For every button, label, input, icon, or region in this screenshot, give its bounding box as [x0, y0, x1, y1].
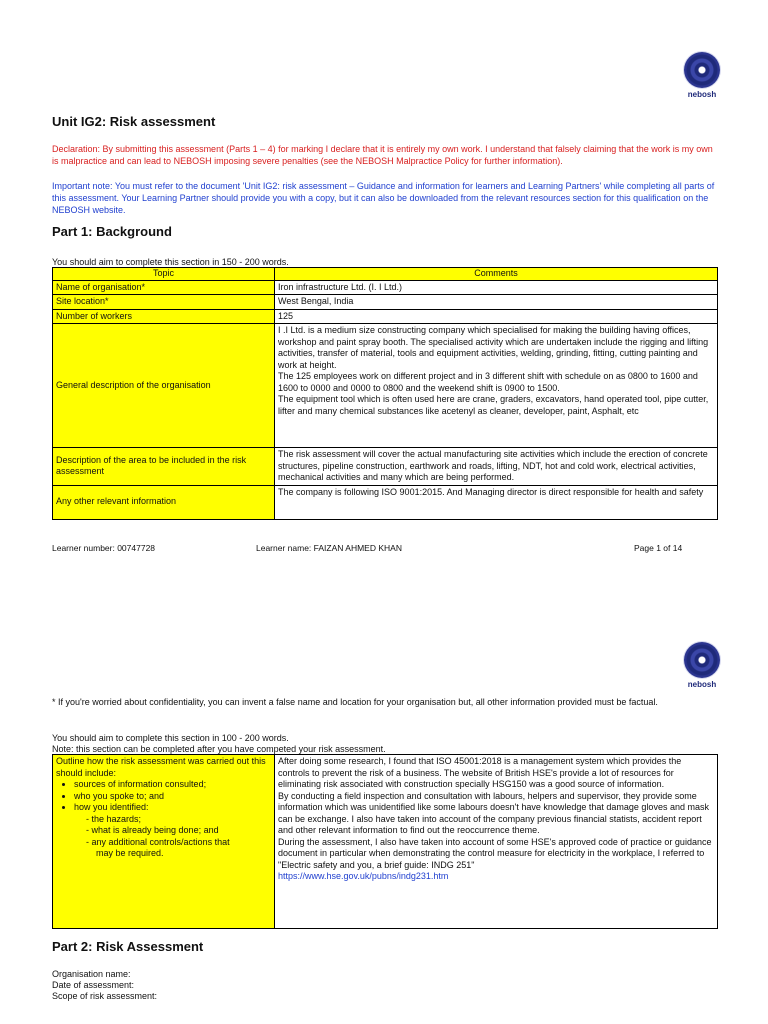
topic-cell: General description of the organisation — [53, 324, 275, 448]
comment-cell: West Bengal, India — [275, 295, 718, 310]
answer-paragraph: By conducting a field inspection and consultation with labours, helpers and supervisor, they provide some information which was unidentified like some labours doesn't have knowledge that damage gloves and mask can be exchange. I also have taken into account of the company previous financial statists, accident report and other relevant information to find out the reoccurrence theme. — [278, 790, 709, 835]
nebosh-logo — [680, 642, 724, 689]
nebosh-wordmark: nebosh — [687, 90, 717, 99]
comment-cell: 125 — [275, 309, 718, 324]
header-comments: Comments — [275, 268, 718, 281]
sub-item: - what is already being done; and — [86, 825, 219, 835]
field-organisation-name: Organisation name: — [52, 969, 131, 979]
list-item: • who you spoke to; and — [74, 791, 271, 803]
background-table — [52, 267, 718, 520]
topic-cell: Site location* — [53, 295, 275, 310]
important-note: Important note: You must refer to the document 'Unit IG2: risk assessment – Guidance and information for learners and Learning Partners' while completing all parts of this assessment. Your Learning Partner should provide you with a copy, but it can also be downloaded from the relevant resources section for this qualification on the NEBOSH website. — [52, 181, 715, 215]
outline-list — [56, 779, 271, 814]
table-row — [53, 280, 718, 295]
declaration-text: Declaration: By submitting this assessment (Parts 1 – 4) for marking I declare that it is entirely my own work. I understand that falsely claiming that the work is my own is malpractice and can lead to NEBOSH imposing severe penalties (see the NEBOSH Malpractice Policy for further information). — [52, 144, 713, 166]
part2-heading: Part 2: Risk Assessment — [52, 939, 204, 954]
table-row — [53, 324, 718, 448]
topic-cell: Description of the area to be included in the risk assessment — [53, 448, 275, 486]
topic-cell: Any other relevant information — [53, 485, 275, 519]
part1-instruction: You should aim to complete this section in 150 - 200 words. — [52, 257, 289, 267]
table-row — [53, 755, 718, 929]
table-row — [53, 485, 718, 519]
table-row — [53, 448, 718, 486]
topic-cell: Name of organisation* — [53, 280, 275, 295]
learner-number: Learner number: 00747728 — [52, 543, 156, 553]
comment-cell: Iron infrastructure Ltd. (I. I Ltd.) — [275, 280, 718, 295]
nebosh-emblem-icon — [684, 642, 720, 678]
part-note: Note: this section can be completed after you have competed your risk assessment. — [52, 744, 386, 754]
outline-label: Outline how the risk assessment was carried out this should include: — [56, 756, 266, 778]
page-title: Unit IG2: Risk assessment — [52, 114, 216, 129]
comment-paragraph: The equipment tool which is often used here are crane, graders, excavators, hand operated tool, pipe cutter, lifter and many chemical substances like acetenyl as cleaner, developer, paint, Asphalt, etc — [278, 394, 709, 416]
table-header-row — [53, 268, 718, 281]
learner-name: Learner name: FAIZAN AHMED KHAN — [256, 543, 402, 553]
answer-paragraph: After doing some research, I found that ISO 45001:2018 is a management system which provides the controls to prevent the risk of a business. The website of British HSE's provide a lot of resources for eliminating risk associated with construction specially HSG150 was a good source of information. — [278, 756, 682, 789]
part1-heading: Part 1: Background — [52, 224, 172, 239]
comment-paragraph: The 125 employees work on different project and in 3 different shift with schedule on as 0800 to 1600 and 1600 to 0000 and 0000 to 0800 and the weekend shift is 0900 to 1500. — [278, 371, 698, 393]
part-instruction: You should aim to complete this section in 100 - 200 words. — [52, 733, 289, 743]
reference-link[interactable]: https://www.hse.gov.uk/pubns/indg231.htm — [278, 871, 449, 881]
nebosh-logo — [680, 52, 724, 99]
list-item: • how you identified: — [74, 802, 271, 814]
page-number: Page 1 of 14 — [634, 543, 683, 553]
table-row — [53, 309, 718, 324]
comment-paragraph: I .I Ltd. is a medium size constructing company which specialised for making the building having offices, workshop and paint spray booth. The specialised activity which are undertaken include the rigging and lifting activities, transfer of material, tools and equipment activities, welding, grinding, fitting, cutting painting and work at height. — [278, 325, 709, 370]
nebosh-emblem-icon — [684, 52, 720, 88]
topic-cell: Number of workers — [53, 309, 275, 324]
method-table — [52, 754, 718, 929]
header-topic: Topic — [53, 268, 275, 281]
answer-paragraph: During the assessment, I also have taken into account of some HSE's approved code of practice or guidance document in particular when demonstrating the control measure for electricity in the workplace, I referred to "Electric safety and you, a brief guide: INDG 251" — [278, 836, 712, 870]
field-scope: Scope of risk assessment: — [52, 991, 158, 1001]
nebosh-wordmark: nebosh — [687, 680, 717, 689]
comment-cell — [275, 324, 718, 448]
answer-cell — [275, 755, 718, 929]
table-row — [53, 295, 718, 310]
sub-item: - any additional controls/actions that — [86, 836, 230, 847]
confidentiality-note: * If you're worried about confidentiality, you can invent a false name and location for your organisation but, all other information provided must be factual. — [52, 697, 658, 707]
comment-cell: The company is following ISO 9001:2015. And Managing director is direct responsible for health and safety — [275, 485, 718, 519]
comment-cell: The risk assessment will cover the actual manufacturing site activities which include the erection of concrete structures, pipeline construction, earthwork and roads, lifting, NDT, hot and cold work, electrical activities, mechanical activities and many which are being performed. — [275, 448, 718, 486]
sub-item: may be required. — [96, 848, 164, 858]
sub-item: - the hazards; — [86, 813, 142, 824]
outline-cell — [53, 755, 275, 929]
field-date-of-assessment: Date of assessment: — [52, 980, 135, 990]
list-item: • sources of information consulted; — [74, 779, 271, 791]
